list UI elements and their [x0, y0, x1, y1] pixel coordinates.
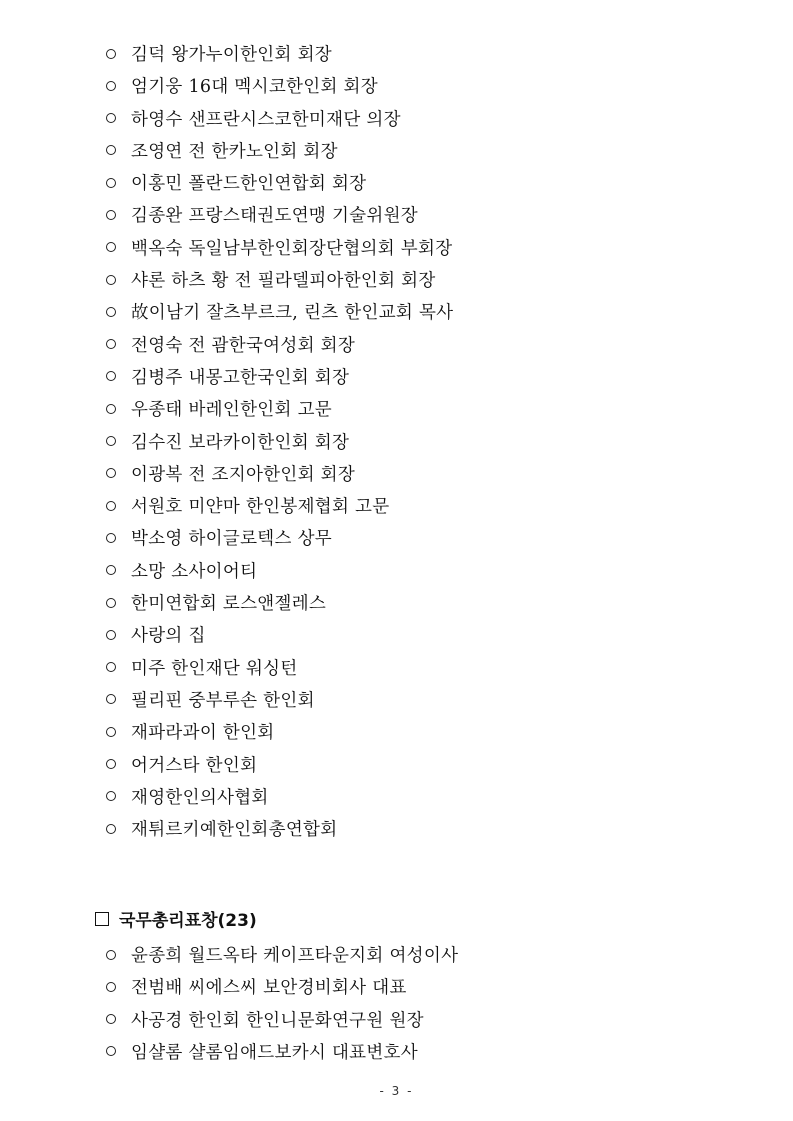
list-item — [106, 814, 453, 846]
list-item — [106, 1037, 458, 1069]
list-item-text: 윤종희 월드옥타 케이프타운지회 여성이사 — [131, 946, 459, 966]
circle-bullet-icon — [106, 242, 116, 252]
circle-bullet-icon — [106, 950, 116, 960]
circle-bullet-icon — [106, 630, 116, 640]
list-item — [106, 459, 453, 491]
list-item — [106, 71, 453, 103]
list-item — [106, 782, 453, 814]
circle-bullet-icon — [106, 1046, 116, 1056]
list-item-text: 박소영 하이글로텍스 상무 — [131, 529, 332, 550]
list-item-text: 엄기웅 16대 멕시코한인회 회장 — [131, 77, 378, 98]
list-item-text: 어거스타 한인회 — [131, 755, 258, 776]
circle-bullet-icon — [106, 982, 116, 992]
list-item-text: 김덕 왕가누이한인회 회장 — [131, 45, 332, 65]
list-item-text: 전영숙 전 괌한국여성회 회장 — [131, 335, 356, 356]
circle-bullet-icon — [106, 307, 116, 317]
list-item — [106, 491, 453, 523]
list-item — [106, 1005, 458, 1037]
circle-bullet-icon — [106, 598, 116, 608]
circle-bullet-icon — [106, 727, 116, 737]
list-item-text: 재영한인의사협회 — [131, 787, 269, 808]
list-item-text: 조영연 전 한카노인회 회장 — [131, 141, 338, 162]
list-item — [106, 297, 453, 329]
list-item — [106, 940, 458, 972]
list-item-text: 샤론 하츠 황 전 필라델피아한인회 회장 — [131, 271, 436, 292]
list-item — [106, 265, 453, 297]
list-item-text: 사랑의 집 — [131, 626, 206, 647]
list-item-text: 재파라과이 한인회 — [131, 723, 275, 744]
list-item — [106, 200, 453, 232]
list-item-text: 김병주 내몽고한국인회 회장 — [131, 367, 350, 388]
circle-bullet-icon — [106, 694, 116, 704]
circle-bullet-icon — [106, 145, 116, 155]
list-item — [106, 39, 453, 71]
award-recipient-list — [106, 39, 453, 846]
list-item-text: 우종태 바레인한인회 고문 — [131, 400, 332, 421]
circle-bullet-icon — [106, 533, 116, 543]
prime-minister-award-list — [106, 940, 458, 1069]
circle-bullet-icon — [106, 178, 116, 188]
list-item — [106, 620, 453, 652]
circle-bullet-icon — [106, 371, 116, 381]
list-item-text: 김수진 보라카이한인회 회장 — [131, 432, 350, 453]
section-title: 국무총리표창(23) — [119, 911, 257, 931]
circle-bullet-icon — [106, 275, 116, 285]
list-item-text: 한미연합회 로스앤젤레스 — [131, 594, 327, 615]
list-item-text: 故이남기 잘츠부르크, 린츠 한인교회 목사 — [131, 303, 454, 324]
list-item — [106, 972, 458, 1004]
list-item-text: 이홍민 폴란드한인연합회 회장 — [131, 174, 367, 195]
list-item-text: 하영수 샌프란시스코한미재단 의장 — [131, 109, 401, 130]
circle-bullet-icon — [106, 81, 116, 91]
circle-bullet-icon — [106, 210, 116, 220]
list-item-text: 이광복 전 조지아한인회 회장 — [131, 464, 356, 485]
list-item-text: 소망 소사이어티 — [131, 561, 258, 582]
list-item-text: 백옥숙 독일남부한인회장단협의회 부회장 — [131, 238, 453, 259]
list-item — [106, 330, 453, 362]
list-item — [106, 394, 453, 426]
circle-bullet-icon — [106, 339, 116, 349]
list-item-text: 임샬롬 샬롬임애드보카시 대표변호사 — [131, 1042, 419, 1063]
list-item-text: 사공경 한인회 한인니문화연구원 원장 — [131, 1010, 424, 1031]
circle-bullet-icon — [106, 1014, 116, 1024]
list-item-text: 재튀르키예한인회총연합회 — [131, 820, 338, 841]
circle-bullet-icon — [106, 404, 116, 414]
list-item — [106, 523, 453, 555]
list-item — [106, 168, 453, 200]
square-bullet-icon — [95, 912, 109, 926]
page-number: - 3 - — [379, 1084, 414, 1098]
list-item — [106, 233, 453, 265]
list-item-text: 미주 한인재단 워싱턴 — [131, 658, 298, 679]
list-item — [106, 588, 453, 620]
list-item — [106, 685, 453, 717]
circle-bullet-icon — [106, 824, 116, 834]
list-item — [106, 750, 453, 782]
circle-bullet-icon — [106, 501, 116, 511]
circle-bullet-icon — [106, 113, 116, 123]
list-item — [106, 427, 453, 459]
circle-bullet-icon — [106, 662, 116, 672]
list-item — [106, 104, 453, 136]
list-item-text: 필리핀 중부루손 한인회 — [131, 690, 315, 711]
circle-bullet-icon — [106, 791, 116, 801]
list-item — [106, 362, 453, 394]
list-item — [106, 653, 453, 685]
circle-bullet-icon — [106, 759, 116, 769]
list-item — [106, 136, 453, 168]
section-heading — [95, 906, 257, 936]
list-item — [106, 717, 453, 749]
circle-bullet-icon — [106, 49, 116, 59]
list-item-text: 김종완 프랑스태권도연맹 기술위원장 — [131, 206, 419, 227]
circle-bullet-icon — [106, 468, 116, 478]
list-item-text: 전범배 씨에스씨 보안경비회사 대표 — [131, 978, 407, 999]
list-item-text: 서원호 미얀마 한인봉제협회 고문 — [131, 497, 390, 518]
circle-bullet-icon — [106, 436, 116, 446]
list-item — [106, 556, 453, 588]
circle-bullet-icon — [106, 565, 116, 575]
